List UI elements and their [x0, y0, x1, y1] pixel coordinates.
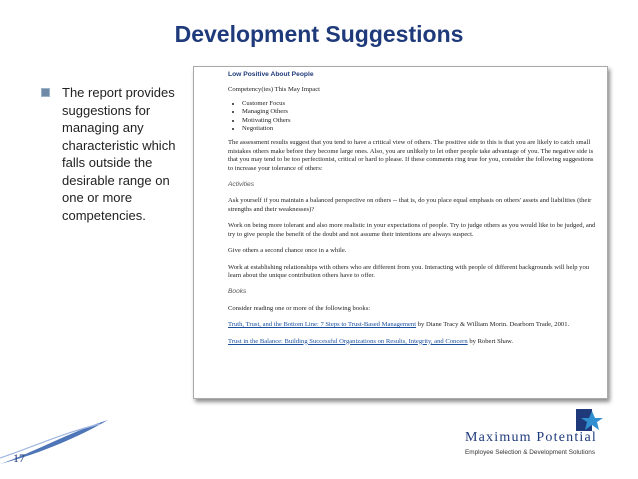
book-entry [228, 338, 598, 346]
activity-paragraph: Work on being more tolerant and also more realistic in your expectations of people. Try to judge others as you would like to be judged, and try to give people the benefit of the doubt and not assume their intentions are always suspect. [228, 222, 596, 238]
competency-label: Competency(ies) This May Impact [228, 86, 320, 94]
book-link[interactable]: Truth, Trust, and the Bottom Line: 7 Steps to Trust-Based Management [228, 321, 417, 329]
star-mark-icon [576, 409, 606, 431]
page-number: 17 [13, 451, 25, 465]
logo-name: Maximum Potential [465, 430, 598, 445]
books-intro: Consider reading one or more of the following books: [228, 304, 371, 312]
activities-label: Activities [228, 181, 255, 189]
activity-paragraph: Ask yourself if you maintain a balanced perspective on others -- that is, do you place equal emphasis on others' assets and liabilities (their strengths and their weaknesses)? [228, 197, 592, 213]
intro-paragraph: The assessment results suggest that you tend to have a critical view of others. The positive side to this is that you are likely to catch small mistakes others make before they become large ones. Also, you are unlikely to let other people take advantage of you. The negative side is that you may tend to be too perfectionist, critical or hard to please. If these comments ring true for you, consider the following suggestions to increase your tolerance of others: [228, 139, 594, 172]
book-details: by Robert Shaw. [467, 337, 514, 345]
competency-item: • Negotiation [242, 125, 598, 133]
competency-item: • Motivating Others [242, 117, 598, 125]
activity-paragraph: Work at establishing relationships with others who are different from you. Interacting with people of different backgrounds will help you learn about the unique contribution others have to offer. [228, 263, 590, 279]
activity-paragraph: Give others a second chance once in a while. [228, 247, 347, 255]
bullet-text: The report provides suggestions for managing any characteristic which falls outside the desirable range on one or more competencies. [62, 85, 176, 223]
books-label: Books [228, 288, 247, 296]
competency-item: • Customer Focus [242, 100, 598, 108]
logo-tagline: Employee Selection & Development Solutions [465, 449, 596, 456]
competency-list [228, 100, 598, 134]
report-excerpt [193, 66, 608, 399]
book-link[interactable]: Trust in the Balance: Building Successful Organizations on Results, Integrity, and Concern [228, 337, 468, 345]
competency-item: • Managing Others [242, 108, 598, 116]
book-details: by Diane Tracy & William Morin. Dearborn Trade, 2001. [416, 321, 570, 329]
slide-title: Development Suggestions [174, 21, 464, 47]
bullet-square-icon [41, 88, 50, 97]
report-heading: Low Positive About People [228, 71, 314, 78]
book-entry [228, 321, 598, 329]
